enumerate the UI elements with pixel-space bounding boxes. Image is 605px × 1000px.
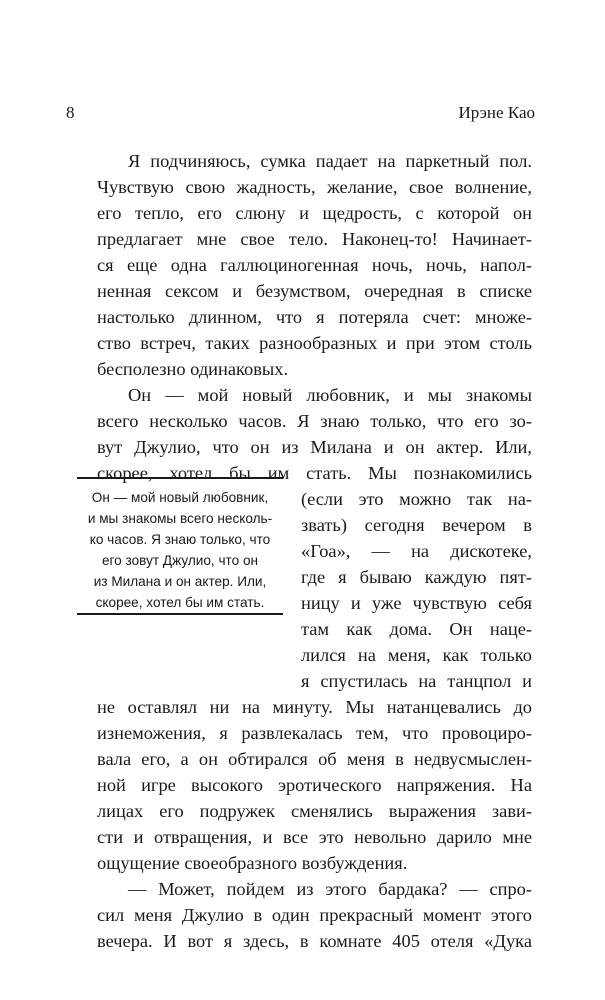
text-line: — Может, пойдем из этого бардака? — спро- (128, 879, 532, 899)
text-line: всего несколько часов. Я знаю только, что его зо- (97, 411, 532, 431)
text-line: «Гоа», — на дискотеке, (301, 541, 532, 561)
pull-quote-line: из Милана и он актер. Или, (93, 574, 267, 589)
text-line: сил меня Джулио в один прекрасный момент этого (97, 905, 532, 925)
text-line: ощущение своеобразного возбуждения. (97, 853, 408, 873)
text-line: звать) сегодня вечером в (301, 515, 532, 535)
pull-quote-line: ко часов. Я знаю только, что (89, 532, 271, 547)
text-line: вут Джулио, что он из Милана и он актер. Или, (97, 437, 532, 457)
text-line: там как дома. Он наце- (301, 619, 532, 639)
text-line: ницу и уже чувствую себя (301, 593, 532, 613)
text-line: скорее, хотел бы им стать. Мы познакомились (97, 463, 532, 483)
text-line: предлагает мне свое тело. Наконец-то! Начинает- (97, 229, 532, 249)
pull-quote (77, 477, 283, 615)
text-line: вала его, а он обтирался об меня в недвусмыслен- (97, 749, 532, 769)
text-line: бесполезно одинаковых. (97, 359, 289, 379)
text-line: ненная сексом и безумством, очередная в списке (97, 281, 532, 301)
text-line: Чувствую свою жадность, желание, свое волнение, (97, 177, 532, 197)
text-line: сти и отвращения, и все это невольно дарило мне (97, 827, 532, 847)
text-line: лился на меня, как только (301, 645, 532, 665)
text-line: где я бываю каждую пят- (301, 567, 532, 587)
pull-quote-line: и мы знакомы всего несколь- (87, 511, 273, 526)
pull-quote-line: его зовут Джулио, что он (101, 553, 259, 568)
pull-quote-line: скорее, хотел бы им стать. (95, 595, 265, 610)
text-line: ной игре высокого эротического напряжения. На (97, 775, 532, 795)
text-line: лицах его подружек сменялись выражения зави- (97, 801, 532, 821)
page-number: 8 (66, 103, 75, 122)
running-author: Ирэне Као (458, 103, 535, 122)
text-line: (если это можно так на- (301, 489, 532, 509)
text-line: настолько длинном, что я потеряла счет: множе- (97, 307, 532, 327)
text-line: вечера. И вот я здесь, в комнате 405 отеля «Дука (97, 931, 532, 951)
text-line: изнеможения, я развлекалась тем, что провоциро- (97, 723, 532, 743)
pull-quote-line: Он — мой новый любовник, (91, 490, 269, 505)
text-line: не оставлял ни на минуту. Мы натанцевались до (97, 697, 532, 717)
running-header (66, 103, 535, 127)
text-line: ся еще одна галлюциногенная ночь, ночь, напол- (97, 255, 532, 275)
text-line: Я подчиняюсь, сумка падает на паркетный пол. (128, 151, 532, 171)
text-line: его тепло, его слюну и щедрость, с которой он (97, 203, 532, 223)
text-line: ство встреч, таких разнообразных и при этом столь (97, 333, 532, 353)
text-line: Он — мой новый любовник, и мы знакомы (128, 385, 532, 405)
text-line: я спустилась на танцпол и (301, 671, 532, 691)
